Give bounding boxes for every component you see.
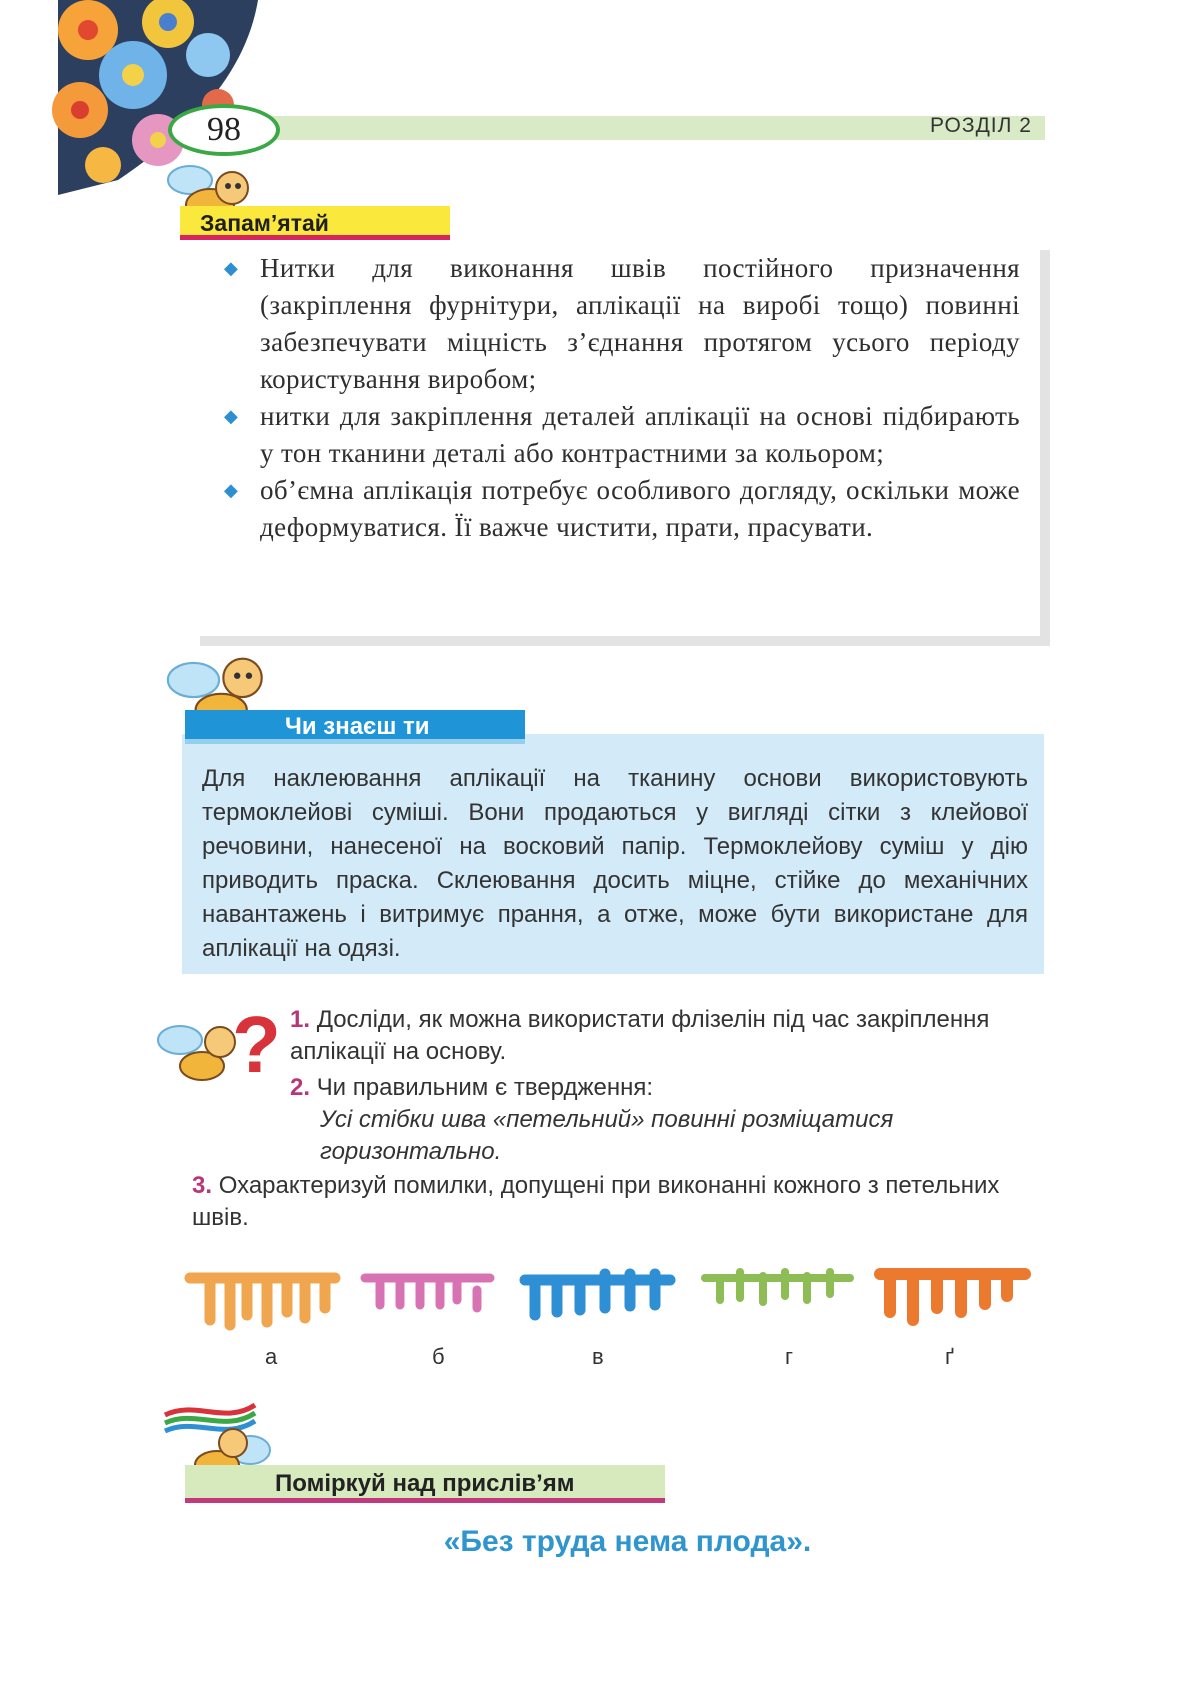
list-item — [220, 250, 1020, 398]
bee-question-icon — [150, 1000, 281, 1100]
question-text: Досліди, як можна використати флізелін під час закріплення аплікації на основу. — [290, 1006, 990, 1065]
stitch-b — [365, 1278, 490, 1308]
proverb-title: Поміркуй над прислів’ям — [185, 1465, 665, 1503]
stitches-figure — [185, 1250, 1045, 1340]
question-number: 3. — [192, 1172, 213, 1199]
list-item-text: об’ємна аплікація потребує особливого догляду, оскільки може деформуватися. Її важче чистити, прати, прасувати. — [260, 475, 1020, 542]
stitch-label-b: б — [432, 1344, 445, 1369]
stitch-label-c: в — [592, 1344, 604, 1369]
question-text: Охарактеризуй помилки, допущені при виконанні кожного з петельних швів. — [192, 1172, 1000, 1231]
did-you-know-title: Чи знаєш ти — [185, 710, 525, 744]
question-number: 1. — [290, 1006, 311, 1033]
stitch-label-d: г — [785, 1344, 794, 1369]
page-number: 98 — [207, 111, 241, 148]
stitch-c — [525, 1274, 670, 1315]
remember-title: Запам’ятай — [180, 206, 450, 240]
did-you-know-text: Для наклеювання аплікації на тканину основи використовують термоклейові суміші. Вони продаються у вигляді сітки з клейової речовини, нанесеної на восковий папір. Термоклейову суміш у дію приводить праска. Склеювання досить міцне, стійке до механічних навантажень і витримує прання, а отже, може бути використане для аплікації на одязі. — [202, 765, 1028, 962]
list-item-text: нитки для закріплення деталей аплікації на основі підбирають у тон тканини деталі або контрастними за кольором; — [260, 401, 1020, 468]
stitch-a — [190, 1278, 335, 1325]
did-you-know-box — [182, 734, 1044, 974]
list-item — [220, 398, 1020, 472]
bullet-icon: ◆ — [224, 406, 239, 426]
question-text: Чи правильним є твердження: — [316, 1074, 654, 1101]
bullet-icon: ◆ — [224, 480, 239, 500]
proverb-text: «Без труда нема плода». — [443, 1525, 812, 1558]
header-bar — [265, 116, 1045, 140]
list-item — [220, 472, 1020, 546]
stitch-label-e: ґ — [945, 1344, 955, 1369]
bullet-icon: ◆ — [224, 258, 239, 278]
question-1 — [290, 1004, 1030, 1068]
question-2 — [290, 1072, 1030, 1168]
list-item-text: Нитки для виконання швів постійного призначення (закріплення фурнітури, аплікації на виробі тощо) повинні забезпечувати міцність з’єднання протягом усього періоду користування виробом; — [260, 253, 1020, 394]
stitch-d — [705, 1272, 850, 1302]
remember-list — [220, 250, 1020, 546]
question-number: 2. — [290, 1074, 311, 1101]
section-label: РОЗДІЛ 2 — [930, 114, 1032, 137]
page-number-badge — [168, 104, 280, 156]
stitch-e — [880, 1274, 1025, 1320]
svg-text:?: ? — [232, 1000, 281, 1089]
question-quote: Усі стібки шва «петельний» повинні розміщатися горизонтально. — [320, 1106, 894, 1165]
question-3 — [192, 1170, 1032, 1234]
stitch-label-a: а — [265, 1344, 278, 1369]
